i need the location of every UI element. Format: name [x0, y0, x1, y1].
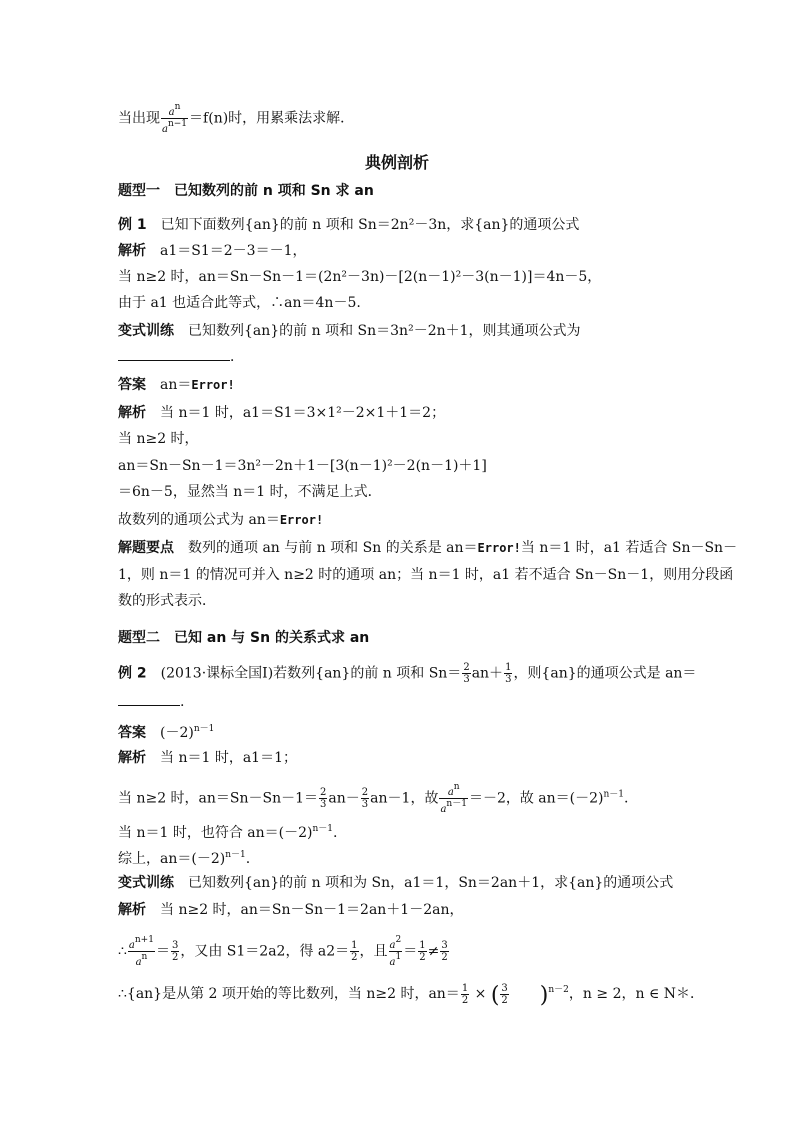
example2-answer: 答案 $(-2)^{n-1}$: [118, 724, 215, 741]
fraction: $\frac{2}{3}$: [320, 787, 327, 810]
answer-blank: [118, 693, 180, 706]
fraction: $\frac{an+1}{an}$: [128, 935, 154, 968]
example2-blank-line: .: [118, 692, 678, 712]
variant2-solution-2: ∴ $\frac{an+1}{an}$ ＝ $\frac{3}{2}$ ，又由 S1＝2a2，得 a2＝ $\frac{1}{2}$ ，且 $\frac{a2}{a1}$ ＝ $\frac{1}{2}$ ≠ $\frac{3}{2}$: [118, 935, 448, 968]
example1-solution-1: 解析 a1＝S1＝2－3＝－1，: [118, 243, 307, 259]
intro-prefix: 当出现: [118, 110, 160, 127]
intro-line: [118, 102, 678, 135]
right-paren: ): [539, 983, 549, 1008]
intro-fraction: $\frac{an}{an-1}$: [162, 102, 188, 135]
variant1-solution-3: an＝Sn－Sn－1＝3n²－2n＋1－[3(n－1)²－2(n－1)＋1]: [118, 458, 487, 474]
type2-title: 题型二 已知 an 与 Sn 的关系式求 an: [118, 630, 370, 646]
variant2-question: 变式训练 已知数列{an}的前 n 项和为 Sn，a1＝1，Sn＝2an＋1，求{an}的通项公式: [118, 875, 674, 891]
section-title: 典例剖析: [364, 153, 429, 172]
example2-solution-1: 解析 当 n＝1 时，a1＝1；: [118, 750, 297, 766]
fraction: $\frac{1}{3}$: [505, 662, 512, 685]
example2-solution-2: 当 n≥2 时，an＝Sn－Sn－1＝ $\frac{2}{3}$ an－ $\frac{2}{3}$ an－1，故 $\frac{an}{an-1}$ ＝－2，故 $an=(-2)^{n-1}$.: [118, 782, 629, 815]
variant1-solution-1: 解析 当 n＝1 时，a1＝S1＝3×1²－2×1＋1＝2；: [118, 405, 446, 421]
fraction: $\frac{1}{2}$: [419, 940, 426, 963]
variant1-blank-line: ．: [118, 347, 678, 367]
key-points-1: 解题要点 数列的通项 an 与前 n 项和 Sn 的关系是 an＝Error!当 n＝1 时，a1 若适合 Sn－Sn－: [118, 540, 738, 556]
variant1-solution-4: ＝6n－5，显然当 n＝1 时，不满足上式．: [118, 484, 382, 500]
fraction: $\frac{an}{an-1}$: [440, 782, 467, 815]
fraction: $\frac{2}{3}$: [463, 662, 470, 685]
example1-solution-3: 由于 a1 也适合此等式，∴an＝4n－5.: [118, 295, 361, 311]
fraction: $\frac{a2}{a1}$: [389, 935, 402, 968]
type1-title: 题型一 已知数列的前 n 项和 Sn 求 an: [118, 183, 374, 199]
key-points-2: 1，则 n＝1 的情况可并入 n≥2 时的通项 an；当 n＝1 时，a1 若不适合 Sn－Sn－1，则用分段函: [118, 567, 734, 583]
variant2-solution-1: 解析 当 n≥2 时，an＝Sn－Sn－1＝2an＋1－2an，: [118, 902, 464, 918]
fraction: $\frac{3}{2}$: [441, 940, 448, 963]
example2-solution-3: 当 n＝1 时，也符合 $an=(-2)^{n-1}$.: [118, 824, 338, 841]
fraction: $\frac{3}{2}$: [171, 940, 179, 963]
key-points-3: 数的形式表示．: [118, 593, 216, 609]
fraction: $\frac{1}{2}$: [461, 982, 469, 1006]
example1: 例 1 已知下面数列{an}的前 n 项和 Sn＝2n²－3n，求{an}的通项公式: [118, 217, 580, 233]
answer-blank: [118, 348, 230, 361]
example1-solution-2: 当 n≥2 时，an＝Sn－Sn－1＝(2n²－3n)－[2(n－1)²－3(n－1)]＝4n－5，: [118, 269, 602, 285]
example2-solution-4: 综上，$an=(-2)^{n-1}$.: [118, 850, 251, 867]
intro-suffix: ＝f(n)时，用累乘法求解．: [189, 110, 355, 127]
variant1-answer: 答案 an＝Error!: [118, 377, 235, 393]
fraction: $\frac{3}{2}$: [501, 982, 508, 1006]
left-paren: (: [490, 983, 500, 1008]
variant1-question: 变式训练 已知数列{an}的前 n 项和 Sn＝3n²－2n＋1，则其通项公式为: [118, 323, 581, 339]
variant1-solution-2: 当 n≥2 时，: [118, 431, 199, 447]
variant1-solution-5: 故数列的通项公式为 an＝Error!: [118, 512, 324, 528]
variant2-solution-3: ∴{an}是从第 2 项开始的等比数列，当 n≥2 时，an＝ $\frac{1}{2}$ × ( $\frac{3}{2}$ )$^{n-2}$，n ≥ 2，n ∈ N＊．: [118, 982, 705, 1008]
fraction: $\frac{2}{3}$: [361, 787, 369, 810]
fraction: $\frac{1}{2}$: [351, 940, 358, 963]
example2: 例 2 (2013·课标全国Ⅰ)若数列{an}的前 n 项和 Sn＝ $\frac{2}{3}$ an＋ $\frac{1}{3}$ ，则{an}的通项公式是 an＝: [118, 662, 697, 685]
